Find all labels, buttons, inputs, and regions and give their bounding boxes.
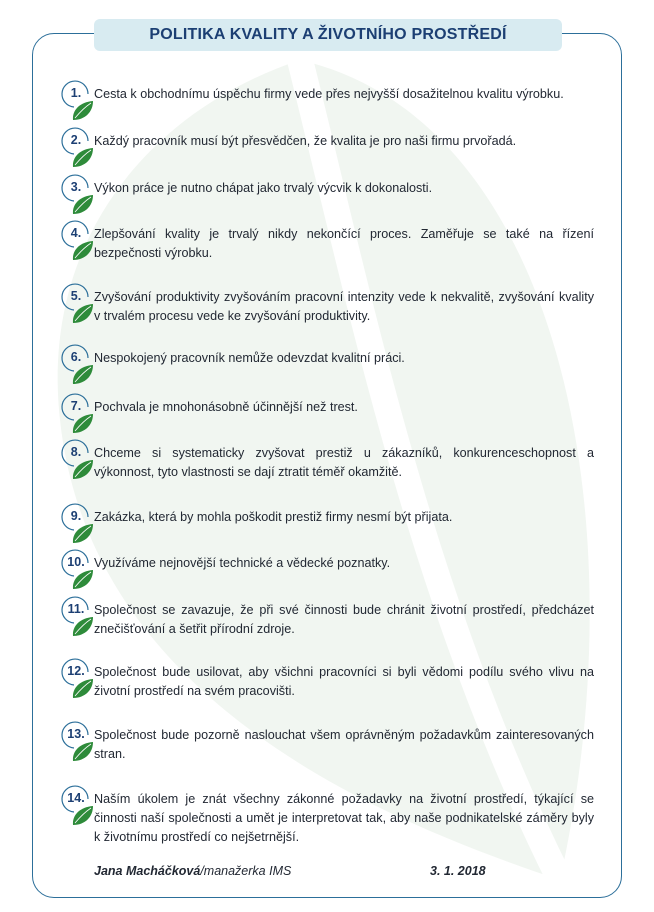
number-badge bbox=[60, 503, 98, 545]
number-badge bbox=[60, 596, 98, 638]
item-text: Každý pracovník musí být přesvědčen, že kvalita je pro naši firmu prvořadá. bbox=[94, 134, 517, 148]
author-name: Jana Macháčková bbox=[94, 864, 201, 878]
item-text: Společnost bude pozorně naslouchat všem oprávněným požadavkům zainteresovaných stran. bbox=[94, 728, 594, 761]
item-number: 13. bbox=[67, 727, 85, 741]
number-badge bbox=[60, 80, 98, 122]
number-badge bbox=[60, 721, 98, 763]
item-text: Využíváme nejnovější technické a vědecké poznatky. bbox=[94, 556, 391, 570]
item-number: 3. bbox=[70, 180, 82, 194]
item-number: 4. bbox=[70, 226, 82, 240]
signature-line bbox=[94, 864, 291, 878]
item-text: Chceme si systematicky zvyšovat prestiž u zákazníků, konkurenceschopnost a výkonnost, tyto vlastnosti se dají ztratit téměř okamžitě. bbox=[94, 446, 594, 479]
number-badge bbox=[60, 220, 98, 262]
author-role: /manažerka IMS bbox=[200, 864, 292, 878]
item-number: 7. bbox=[70, 399, 82, 413]
title-banner bbox=[94, 19, 562, 51]
item-text: Zlepšování kvality je trvalý nikdy nekončící proces. Zaměřuje se také na řízení bezpečnosti výrobku. bbox=[94, 227, 594, 260]
item-text: Nespokojený pracovník nemůže odevzdat kvalitní práci. bbox=[94, 351, 405, 365]
number-badge bbox=[60, 785, 98, 827]
number-badge bbox=[60, 127, 98, 169]
number-badge bbox=[60, 393, 98, 435]
number-badge bbox=[60, 283, 98, 325]
page-title: POLITIKA KVALITY A ŽIVOTNÍHO PROSTŘEDÍ bbox=[149, 26, 507, 43]
item-number: 14. bbox=[67, 791, 85, 805]
item-number: 9. bbox=[70, 509, 82, 523]
item-number: 1. bbox=[70, 86, 82, 100]
item-number: 2. bbox=[70, 133, 82, 147]
item-text: Zakázka, která by mohla poškodit prestiž firmy nesmí být přijata. bbox=[94, 510, 453, 524]
item-number: 5. bbox=[70, 289, 82, 303]
item-text: Pochvala je mnohonásobně účinnější než trest. bbox=[94, 400, 358, 414]
number-badge bbox=[60, 344, 98, 386]
item-number: 10. bbox=[67, 555, 85, 569]
number-badge bbox=[60, 174, 98, 216]
number-badge bbox=[60, 439, 98, 481]
number-badge bbox=[60, 549, 98, 591]
item-text: Společnost se zavazuje, že při své činnosti bude chránit životní prostředí, předcházet znečišťování a šetřit přírodní zdroje. bbox=[94, 603, 594, 636]
item-text: Výkon práce je nutno chápat jako trvalý výcvik k dokonalosti. bbox=[94, 181, 433, 195]
item-text: Zvyšování produktivity zvyšováním pracovní intenzity vede k nekvalitě, zvyšování kvality v trvalém procesu vede ke zvyšování produktivity. bbox=[94, 290, 594, 323]
document-date: 3. 1. 2018 bbox=[430, 864, 486, 878]
number-badge bbox=[60, 658, 98, 700]
item-text: Cesta k obchodnímu úspěchu firmy vede přes nejvyšší dosažitelnou kvalitu výrobku. bbox=[94, 87, 564, 101]
item-text: Naším úkolem je znát všechny zákonné požadavky na životní prostředí, týkající se činnosti naší společnosti a umět je interpretovat tak, aby naše podnikatelské záměry byly k životnímu prostředí co nejšetrnější. bbox=[94, 792, 594, 844]
item-number: 8. bbox=[70, 445, 82, 459]
item-number: 11. bbox=[67, 602, 85, 616]
item-number: 6. bbox=[70, 350, 82, 364]
item-number: 12. bbox=[67, 664, 85, 678]
item-text: Společnost bude usilovat, aby všichni pracovníci si byli vědomi podílu svého vlivu na životní prostředí na svém pracovišti. bbox=[94, 665, 594, 698]
